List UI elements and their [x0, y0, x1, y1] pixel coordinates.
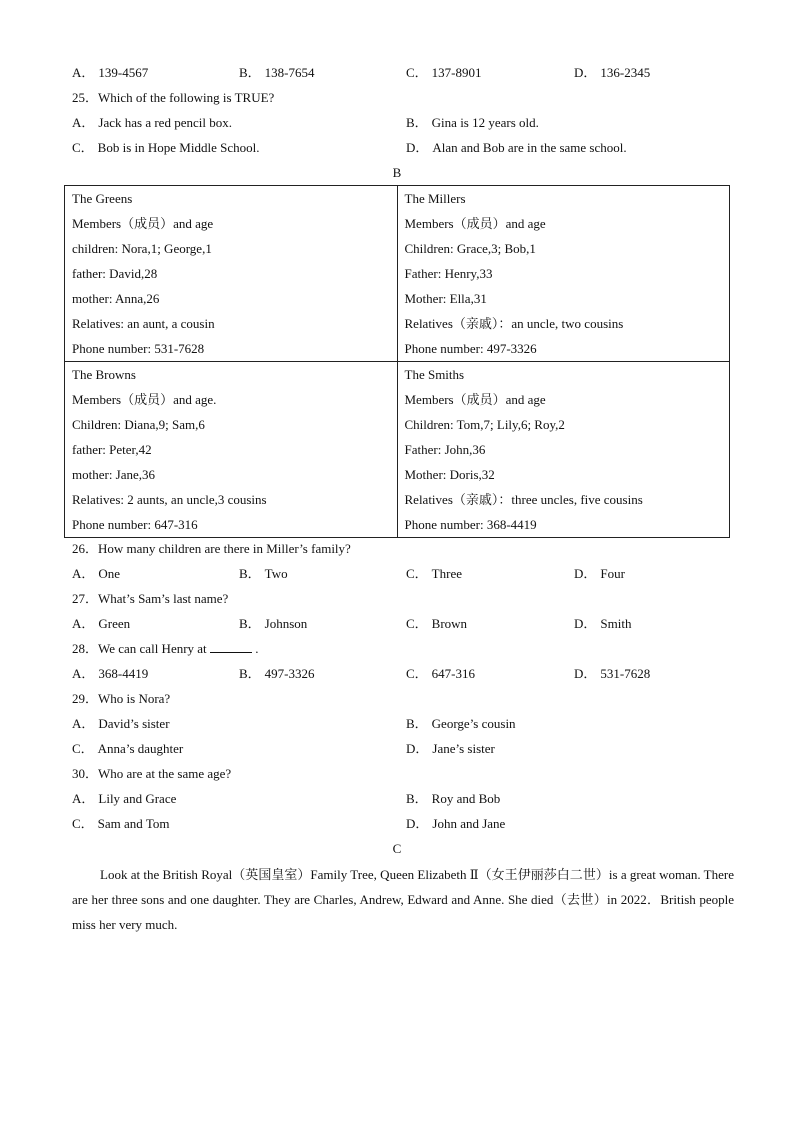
family-phone: Phone number: 531-7628 [72, 341, 205, 356]
q29-option-b[interactable] [406, 711, 516, 736]
q29-option-c[interactable] [72, 736, 183, 761]
option-letter: C． [406, 65, 428, 80]
section-c-paragraph: Look at the British Royal（英国皇室）Family Tree, Queen Elizabeth Ⅱ（女王伊丽莎白二世）is a great woman. There are her three sons and one daughter. They are Charles, Andrew, Edward and Anne. She died（去世）in 2022．British people miss her very much. [72, 867, 734, 932]
option-text: 647-316 [431, 666, 476, 681]
family-members-heading: Members（成员）and age. [72, 392, 217, 407]
option-text: Brown [431, 616, 468, 631]
q28-option-a[interactable] [72, 661, 148, 686]
option-letter: C． [72, 140, 94, 155]
family-father: Father: John,36 [404, 442, 486, 457]
option-letter: D． [406, 741, 429, 756]
family-members-heading: Members（成员）and age [404, 392, 546, 407]
family-father: Father: Henry,33 [404, 266, 493, 281]
family-cell-browns [65, 362, 398, 538]
family-phone: Phone number: 647-316 [72, 517, 198, 532]
q25-option-d[interactable] [406, 135, 627, 160]
option-text: Anna’s daughter [97, 741, 184, 756]
family-members-heading: Members（成员）and age [404, 216, 546, 231]
option-text: 136-2345 [600, 65, 651, 80]
family-mother: mother: Anna,26 [72, 291, 160, 306]
option-letter: A． [72, 65, 95, 80]
q27-option-a[interactable] [72, 611, 130, 636]
option-text: 531-7628 [600, 666, 651, 681]
option-text: 368-4419 [98, 666, 149, 681]
family-relatives: Relatives: 2 aunts, an uncle,3 cousins [72, 492, 267, 507]
option-letter: A． [72, 115, 95, 130]
option-letter: C． [72, 741, 94, 756]
q30-question: 30．Who are at the same age? [72, 766, 232, 781]
option-letter: B． [406, 115, 428, 130]
families-table [64, 185, 730, 538]
family-members-heading: Members（成员）and age [72, 216, 214, 231]
option-text: Sam and Tom [97, 816, 170, 831]
q28-option-d[interactable] [574, 661, 650, 686]
option-text: 138-7654 [264, 65, 315, 80]
q28-question [72, 636, 258, 661]
option-text: Two [264, 566, 288, 581]
option-letter: C． [406, 566, 428, 581]
family-relatives: Relatives（亲戚）：three uncles, five cousins [404, 492, 643, 507]
q28-option-b[interactable] [239, 661, 315, 686]
family-father: father: Peter,42 [72, 442, 152, 457]
option-letter: B． [239, 566, 261, 581]
family-children: Children: Diana,9; Sam,6 [72, 417, 205, 432]
option-letter: B． [406, 791, 428, 806]
family-father: father: David,28 [72, 266, 158, 281]
option-letter: D． [406, 140, 429, 155]
q24-option-a[interactable] [72, 60, 148, 85]
q26-option-c[interactable] [406, 561, 462, 586]
option-letter: D． [574, 566, 597, 581]
option-text: Alan and Bob are in the same school. [432, 140, 627, 155]
q25-option-c[interactable] [72, 135, 259, 160]
q30-option-b[interactable] [406, 786, 500, 811]
q30-option-c[interactable] [72, 811, 169, 836]
q25-option-a[interactable] [72, 110, 232, 135]
answer-blank[interactable] [210, 638, 252, 653]
option-text: John and Jane [432, 816, 506, 831]
family-cell-greens [65, 186, 398, 362]
family-relatives: Relatives（亲戚）：an uncle, two cousins [404, 316, 624, 331]
option-letter: A． [72, 666, 95, 681]
family-name: The Browns [72, 367, 136, 382]
option-text: Jack has a red pencil box. [98, 115, 232, 130]
q26-question: 26．How many children are there in Miller’s family? [72, 541, 351, 556]
family-children: children: Nora,1; George,1 [72, 241, 212, 256]
option-text: David’s sister [98, 716, 170, 731]
q29-option-a[interactable] [72, 711, 170, 736]
q25-question: 25．Which of the following is TRUE? [72, 90, 275, 105]
family-mother: Mother: Doris,32 [404, 467, 495, 482]
option-letter: D． [574, 65, 597, 80]
section-b-title: B [392, 165, 402, 180]
q29-question: 29．Who is Nora? [72, 691, 171, 706]
option-text: Three [431, 566, 462, 581]
family-name: The Greens [72, 191, 133, 206]
option-letter: A． [72, 566, 95, 581]
q29-option-d[interactable] [406, 736, 495, 761]
option-text: Four [600, 566, 625, 581]
family-mother: mother: Jane,36 [72, 467, 156, 482]
option-text: Roy and Bob [431, 791, 501, 806]
q28-option-c[interactable] [406, 661, 475, 686]
option-text: 137-8901 [431, 65, 482, 80]
option-letter: A． [72, 616, 95, 631]
option-text: Lily and Grace [98, 791, 177, 806]
q26-option-a[interactable] [72, 561, 120, 586]
option-letter: B． [239, 666, 261, 681]
option-letter: D． [406, 816, 429, 831]
option-letter: D． [574, 616, 597, 631]
option-text: Green [98, 616, 131, 631]
option-letter: A． [72, 716, 95, 731]
option-text: 497-3326 [264, 666, 315, 681]
option-letter: C． [406, 616, 428, 631]
family-phone: Phone number: 497-3326 [404, 341, 537, 356]
table-row [65, 186, 730, 362]
table-row [65, 362, 730, 538]
family-children: Children: Tom,7; Lily,6; Roy,2 [404, 417, 565, 432]
q26-option-d[interactable] [574, 561, 625, 586]
family-mother: Mother: Ella,31 [404, 291, 487, 306]
q24-option-c[interactable] [406, 60, 482, 85]
option-text: One [98, 566, 121, 581]
q25-option-b[interactable] [406, 110, 539, 135]
q28-question-text: 28．We can call Henry at [72, 641, 207, 656]
family-children: Children: Grace,3; Bob,1 [404, 241, 536, 256]
q24-option-b[interactable] [239, 60, 315, 85]
q24-option-d[interactable] [574, 60, 650, 85]
option-text: Jane’s sister [432, 741, 495, 756]
option-text: Gina is 12 years old. [431, 115, 539, 130]
family-cell-smiths [397, 362, 730, 538]
option-letter: D． [574, 666, 597, 681]
option-letter: B． [406, 716, 428, 731]
option-text: 139-4567 [98, 65, 149, 80]
q30-option-a[interactable] [72, 786, 176, 811]
q27-option-b[interactable] [239, 611, 307, 636]
option-text: Bob is in Hope Middle School. [97, 140, 260, 155]
section-c-title: C [392, 841, 402, 856]
option-letter: C． [72, 816, 94, 831]
family-phone: Phone number: 368-4419 [404, 517, 537, 532]
family-cell-millers [397, 186, 730, 362]
option-letter: A． [72, 791, 95, 806]
option-letter: C． [406, 666, 428, 681]
q30-option-d[interactable] [406, 811, 505, 836]
option-text: Johnson [264, 616, 308, 631]
family-relatives: Relatives: an aunt, a cousin [72, 316, 215, 331]
q27-option-c[interactable] [406, 611, 467, 636]
q26-option-b[interactable] [239, 561, 288, 586]
family-name: The Millers [404, 191, 466, 206]
q28-question-end: . [255, 641, 259, 656]
option-text: Smith [600, 616, 632, 631]
family-name: The Smiths [404, 367, 465, 382]
option-letter: B． [239, 65, 261, 80]
option-letter: B． [239, 616, 261, 631]
q27-question: 27．What’s Sam’s last name? [72, 591, 229, 606]
q27-option-d[interactable] [574, 611, 631, 636]
option-text: George’s cousin [431, 716, 516, 731]
